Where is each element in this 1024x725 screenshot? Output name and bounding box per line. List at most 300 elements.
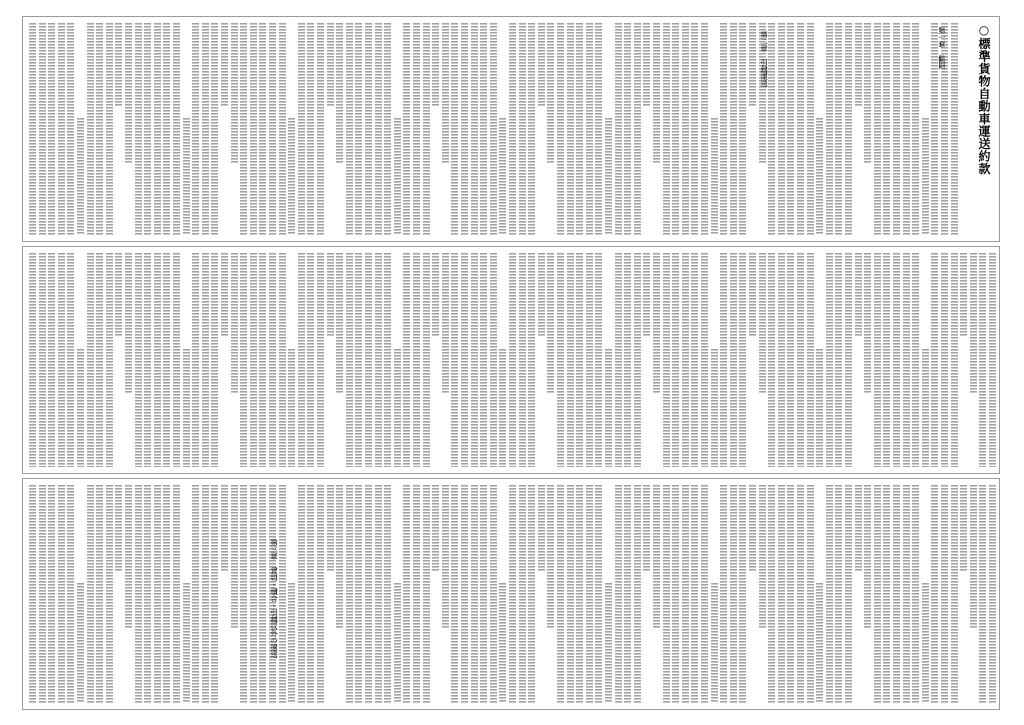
text-column — [403, 485, 410, 703]
text-column — [855, 253, 862, 337]
text-column — [259, 23, 266, 235]
text-column — [586, 253, 593, 467]
text-column — [835, 253, 842, 467]
text-column — [883, 23, 890, 235]
text-column — [989, 485, 996, 703]
text-column — [48, 23, 55, 235]
text-column — [691, 23, 698, 235]
text-column — [893, 23, 900, 235]
text-column — [797, 485, 804, 703]
text-column — [183, 583, 190, 704]
text-column — [499, 118, 506, 235]
text-column — [451, 23, 458, 235]
text-column — [480, 485, 487, 703]
text-column — [211, 253, 218, 467]
text-column — [231, 253, 238, 394]
text-column — [384, 485, 391, 703]
text-column — [615, 485, 622, 703]
text-column — [931, 485, 938, 703]
text-column — [471, 253, 478, 467]
text-column — [269, 485, 276, 703]
text-column — [375, 485, 382, 703]
text-column — [711, 583, 718, 704]
text-column — [279, 23, 286, 235]
document-title: ○標準貨物自動車運送約款 — [977, 23, 991, 175]
text-column — [864, 253, 871, 394]
text-column — [288, 118, 295, 235]
text-column — [787, 253, 794, 467]
text-column — [682, 23, 689, 235]
text-column — [845, 253, 852, 467]
text-column — [461, 253, 468, 467]
text-column — [528, 23, 535, 235]
text-column — [634, 23, 641, 235]
text-column — [144, 485, 151, 703]
text-column — [634, 253, 641, 467]
document-band-middle — [22, 246, 1000, 474]
text-column — [39, 485, 46, 703]
text-column — [183, 349, 190, 467]
text-column — [701, 253, 708, 467]
text-column — [202, 485, 209, 703]
text-column — [816, 583, 823, 704]
text-column — [720, 23, 727, 235]
text-column — [173, 485, 180, 703]
text-column — [519, 23, 526, 235]
text-column — [595, 23, 602, 235]
text-column — [221, 485, 228, 571]
text-column — [461, 485, 468, 703]
text-column — [720, 253, 727, 467]
text-column — [67, 485, 74, 703]
text-column — [941, 23, 948, 235]
text-column — [202, 23, 209, 235]
text-column — [250, 485, 257, 703]
text-column — [298, 253, 305, 467]
text-column — [336, 23, 343, 163]
text-column — [711, 118, 718, 235]
text-column — [595, 253, 602, 467]
text-column — [317, 253, 324, 467]
text-column — [903, 23, 910, 235]
text-column — [432, 253, 439, 337]
text-column — [672, 253, 679, 467]
text-column — [653, 23, 660, 163]
text-column — [269, 253, 276, 467]
text-column — [48, 485, 55, 703]
text-column — [605, 349, 612, 467]
text-column — [893, 485, 900, 703]
text-column — [826, 23, 833, 235]
text-column — [442, 253, 449, 394]
text-column — [192, 253, 199, 467]
text-column — [259, 485, 266, 703]
text-column — [250, 23, 257, 235]
text-column — [87, 253, 94, 467]
text-column — [528, 253, 535, 467]
text-column — [77, 118, 84, 235]
text-column — [691, 485, 698, 703]
text-column — [135, 253, 142, 467]
text-column — [432, 485, 439, 571]
text-column — [327, 253, 334, 337]
text-column — [202, 253, 209, 467]
text-column — [163, 23, 170, 235]
text-column — [365, 23, 372, 235]
text-column — [317, 23, 324, 235]
text-column — [797, 23, 804, 235]
text-column — [29, 23, 36, 235]
text-column — [144, 23, 151, 235]
text-column — [461, 23, 468, 235]
text-column — [874, 485, 881, 703]
text-column — [375, 23, 382, 235]
text-column — [288, 349, 295, 467]
text-column — [240, 485, 247, 703]
text-column — [643, 253, 650, 337]
text-column — [615, 23, 622, 235]
text-column — [778, 23, 785, 235]
text-column — [960, 253, 967, 337]
text-column — [394, 118, 401, 235]
text-column — [77, 349, 84, 467]
text-column — [346, 253, 353, 467]
text-column — [499, 583, 506, 704]
text-column — [643, 485, 650, 571]
text-column — [480, 23, 487, 235]
document-band-bottom — [22, 478, 1000, 710]
text-column — [490, 253, 497, 467]
text-column — [653, 485, 660, 629]
text-column — [423, 485, 430, 703]
text-column — [240, 253, 247, 467]
text-column — [58, 253, 65, 467]
text-column — [624, 253, 631, 467]
text-column — [576, 23, 583, 235]
text-column — [624, 23, 631, 235]
text-column — [413, 253, 420, 467]
document-band-top — [22, 16, 1000, 242]
text-column — [519, 485, 526, 703]
text-column — [394, 349, 401, 467]
text-column — [346, 485, 353, 703]
text-column — [586, 23, 593, 235]
text-column — [816, 118, 823, 235]
text-column — [144, 253, 151, 467]
text-column — [605, 583, 612, 704]
text-column — [826, 485, 833, 703]
text-column — [231, 23, 238, 163]
text-column — [154, 23, 161, 235]
text-column — [912, 23, 919, 235]
text-column — [835, 485, 842, 703]
text-column — [903, 485, 910, 703]
text-column — [288, 583, 295, 704]
text-column — [643, 23, 650, 107]
text-column — [269, 23, 276, 235]
text-column — [874, 253, 881, 467]
text-column — [471, 23, 478, 235]
text-column — [749, 23, 756, 107]
text-column — [855, 23, 862, 107]
text-column — [394, 583, 401, 704]
text-column — [96, 485, 103, 703]
text-column — [67, 253, 74, 467]
text-column — [615, 253, 622, 467]
text-column — [115, 23, 122, 107]
text-column — [327, 23, 334, 107]
text-column — [355, 485, 362, 703]
text-column — [893, 253, 900, 467]
text-column — [807, 253, 814, 467]
text-column — [192, 23, 199, 235]
text-column — [384, 253, 391, 467]
text-column — [307, 23, 314, 235]
text-column — [912, 253, 919, 467]
text-column — [682, 253, 689, 467]
text-column — [941, 253, 948, 467]
text-column — [759, 253, 766, 394]
text-column — [336, 253, 343, 394]
text-column — [29, 485, 36, 703]
text-column — [730, 485, 737, 703]
text-column — [154, 485, 161, 703]
text-column — [346, 23, 353, 235]
text-column — [307, 485, 314, 703]
text-column — [509, 253, 516, 467]
text-column — [691, 253, 698, 467]
text-column — [730, 23, 737, 235]
text-column — [922, 583, 929, 704]
text-column — [211, 23, 218, 235]
text-column — [960, 485, 967, 571]
text-column — [768, 23, 775, 235]
text-column — [538, 253, 545, 337]
text-column — [557, 253, 564, 467]
text-column — [221, 253, 228, 337]
text-column — [970, 485, 977, 629]
text-column — [58, 485, 65, 703]
text-column — [759, 485, 766, 629]
text-column — [663, 485, 670, 703]
text-column — [403, 23, 410, 235]
text-column — [173, 23, 180, 235]
text-column — [701, 485, 708, 703]
text-column — [163, 253, 170, 467]
text-column — [96, 23, 103, 235]
text-column — [787, 23, 794, 235]
text-column — [327, 485, 334, 571]
text-column — [845, 23, 852, 235]
text-column — [298, 23, 305, 235]
text-column — [941, 485, 948, 703]
text-column — [883, 485, 890, 703]
text-column — [29, 253, 36, 467]
text-column — [39, 253, 46, 467]
text-column — [787, 485, 794, 703]
text-column — [816, 349, 823, 467]
text-column — [384, 23, 391, 235]
text-column — [125, 253, 132, 394]
text-column — [173, 253, 180, 467]
text-column — [538, 23, 545, 107]
text-column — [845, 485, 852, 703]
text-column — [634, 485, 641, 703]
text-column — [211, 485, 218, 703]
text-column — [567, 485, 574, 703]
text-column — [672, 485, 679, 703]
text-column — [922, 118, 929, 235]
text-column — [576, 485, 583, 703]
text-column — [701, 23, 708, 235]
text-column — [835, 23, 842, 235]
text-column — [48, 253, 55, 467]
text-column — [471, 485, 478, 703]
text-column — [355, 253, 362, 467]
text-column — [663, 253, 670, 467]
text-column — [749, 253, 756, 337]
text-column — [125, 23, 132, 163]
text-column — [557, 485, 564, 703]
text-column — [864, 485, 871, 629]
text-column — [298, 485, 305, 703]
text-column — [672, 23, 679, 235]
text-column — [413, 485, 420, 703]
text-column — [240, 23, 247, 235]
text-column — [317, 485, 324, 703]
text-column — [759, 23, 766, 163]
text-column — [922, 349, 929, 467]
text-column — [192, 485, 199, 703]
text-column — [423, 23, 430, 235]
text-column — [528, 485, 535, 703]
text-column — [711, 349, 718, 467]
text-column — [595, 485, 602, 703]
text-column — [307, 253, 314, 467]
text-column — [67, 23, 74, 235]
text-column — [87, 23, 94, 235]
text-column — [115, 485, 122, 571]
text-column — [250, 253, 257, 467]
text-column — [432, 23, 439, 107]
text-column — [451, 253, 458, 467]
text-column — [557, 23, 564, 235]
text-column — [39, 23, 46, 235]
text-column — [989, 253, 996, 467]
text-column — [547, 485, 554, 629]
text-column — [403, 253, 410, 467]
text-column — [106, 253, 113, 467]
text-column — [221, 23, 228, 107]
text-column — [413, 23, 420, 235]
text-column — [903, 253, 910, 467]
text-column — [951, 253, 958, 467]
text-column — [931, 23, 938, 235]
text-column — [970, 253, 977, 394]
text-column — [163, 485, 170, 703]
text-column — [375, 253, 382, 467]
text-column — [58, 23, 65, 235]
text-column — [653, 253, 660, 394]
text-column — [125, 485, 132, 629]
text-column — [624, 485, 631, 703]
text-column — [605, 118, 612, 235]
text-column — [912, 485, 919, 703]
text-column — [749, 485, 756, 571]
text-column — [720, 485, 727, 703]
text-column — [509, 23, 516, 235]
text-column — [547, 23, 554, 163]
text-column — [490, 485, 497, 703]
text-column — [826, 253, 833, 467]
text-column — [979, 485, 986, 703]
text-column — [797, 253, 804, 467]
text-column — [874, 23, 881, 235]
text-column — [768, 485, 775, 703]
text-column — [499, 349, 506, 467]
text-column — [739, 23, 746, 235]
text-column — [682, 485, 689, 703]
text-column — [931, 253, 938, 467]
text-column — [279, 485, 286, 703]
text-column — [576, 253, 583, 467]
text-column — [480, 253, 487, 467]
text-column — [259, 253, 266, 467]
text-column — [336, 485, 343, 629]
text-column — [231, 485, 238, 629]
text-column — [547, 253, 554, 394]
text-column — [663, 23, 670, 235]
text-column — [106, 23, 113, 235]
text-column — [739, 485, 746, 703]
text-column — [807, 485, 814, 703]
text-column — [442, 485, 449, 629]
text-column — [768, 253, 775, 467]
text-column — [519, 253, 526, 467]
text-column — [77, 583, 84, 704]
text-column — [864, 23, 871, 163]
text-column — [279, 253, 286, 467]
text-column — [739, 253, 746, 467]
text-column — [586, 485, 593, 703]
text-column — [883, 253, 890, 467]
text-column — [778, 253, 785, 467]
text-column — [730, 253, 737, 467]
text-column — [855, 485, 862, 571]
text-column — [423, 253, 430, 467]
text-column — [778, 485, 785, 703]
text-column — [567, 253, 574, 467]
text-column — [183, 118, 190, 235]
text-column — [807, 23, 814, 235]
text-column — [490, 23, 497, 235]
text-column — [509, 485, 516, 703]
text-column — [538, 485, 545, 571]
text-column — [979, 253, 986, 467]
text-column — [451, 485, 458, 703]
text-column — [87, 485, 94, 703]
text-column — [951, 485, 958, 703]
text-column — [106, 485, 113, 703]
text-column — [135, 23, 142, 235]
text-column — [951, 23, 958, 235]
text-column — [567, 23, 574, 235]
text-column — [365, 253, 372, 467]
text-column — [154, 253, 161, 467]
text-column — [365, 485, 372, 703]
text-column — [135, 485, 142, 703]
text-column — [96, 253, 103, 467]
